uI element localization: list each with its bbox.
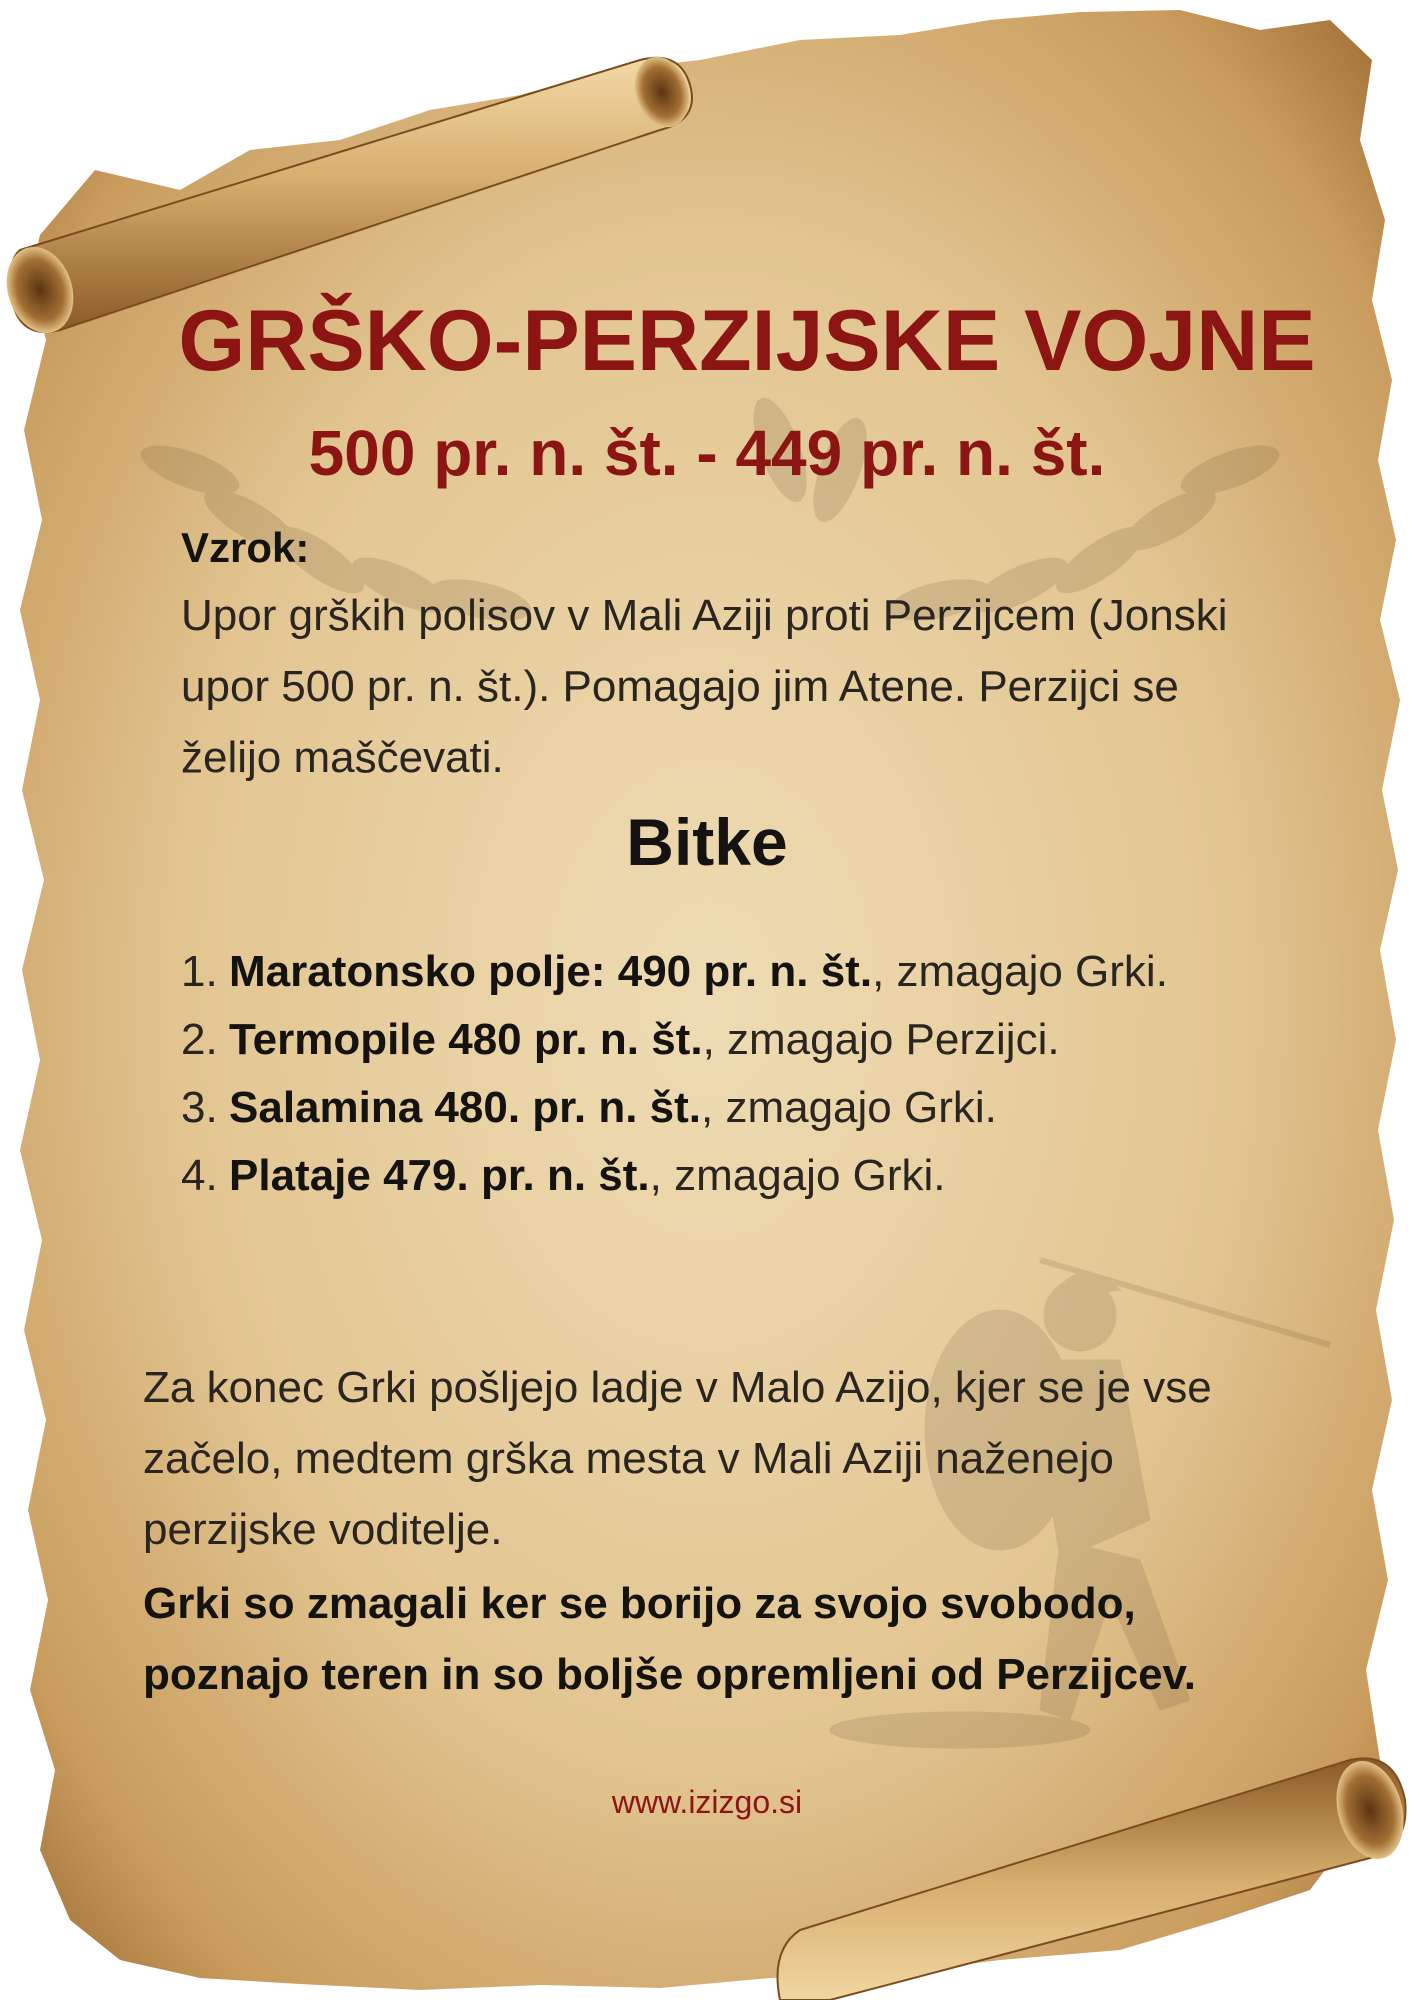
cause-heading: Vzrok: xyxy=(181,524,310,571)
battle-name: Salamina 480. pr. n. št. xyxy=(229,1083,701,1132)
battle-result: , zmagajo Grki. xyxy=(872,947,1168,996)
date-range-subtitle: 500 pr. n. št. - 449 pr. n. št. xyxy=(308,417,1106,489)
battle-number: 2. xyxy=(181,1015,218,1064)
battle-item xyxy=(181,1074,1221,1142)
website-link[interactable]: www.izizgo.si xyxy=(611,1784,803,1820)
cause-text: Upor grških polisov v Mali Aziji proti Perzijcem (Jonski upor 500 pr. n. št.). Pomagajo jim Atene. Perzijci se želijo maščevati. xyxy=(181,591,1228,782)
battles-heading: Bitke xyxy=(626,805,788,879)
battle-name: Maratonsko polje: 490 pr. n. št. xyxy=(229,947,873,996)
battle-name: Termopile 480 pr. n. št. xyxy=(229,1015,703,1064)
battle-result: , zmagajo Grki. xyxy=(701,1083,997,1132)
battle-name: Plataje 479. pr. n. št. xyxy=(229,1151,650,1200)
battle-item xyxy=(181,938,1221,1006)
poster-title: GRŠKO-PERZIJSKE VOJNE xyxy=(178,293,1316,389)
final-statement: Grki so zmagali ker se borijo za svojo svobodo, poznajo teren in so boljše opremljeni od Perzijcev. xyxy=(143,1579,1196,1699)
battle-list xyxy=(181,938,1221,1210)
battle-item xyxy=(181,1006,1221,1074)
conclusion-text: Za konec Grki pošljejo ladje v Malo Azijo, kjer se je vse začelo, medtem grška mesta v Mali Aziji naženejo perzijske voditelje. xyxy=(143,1363,1212,1554)
battle-result: , zmagajo Grki. xyxy=(649,1151,946,1200)
battle-number: 1. xyxy=(181,947,218,996)
battle-result: , zmagajo Perzijci. xyxy=(702,1015,1060,1064)
battle-number: 3. xyxy=(181,1083,218,1132)
battle-number: 4. xyxy=(181,1151,218,1200)
battle-item xyxy=(181,1142,1221,1210)
